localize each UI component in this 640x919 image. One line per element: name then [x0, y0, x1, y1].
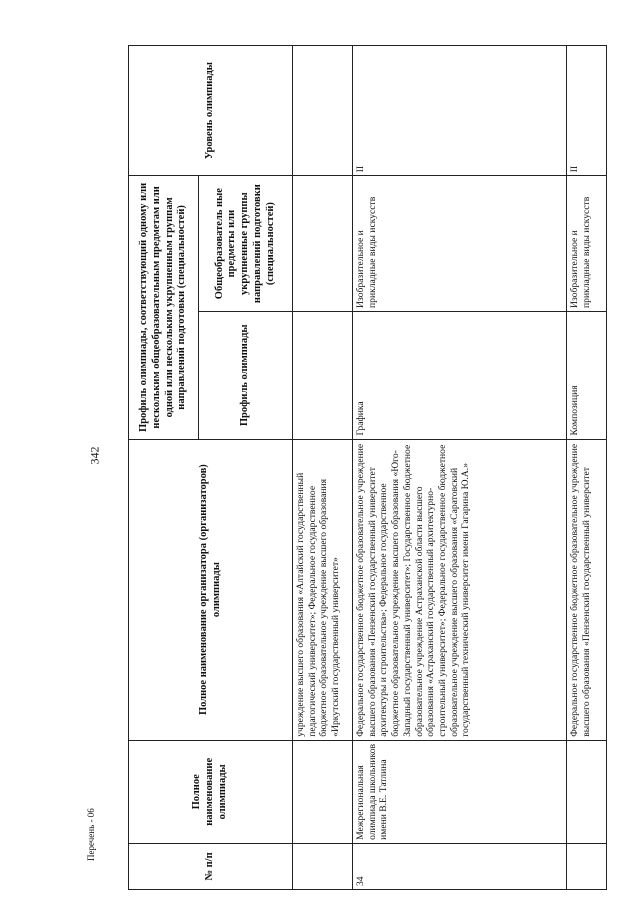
- cell-general: Изобразительное и прикладные виды искусств: [353, 176, 567, 312]
- header-num: № п/п: [129, 843, 293, 889]
- table-row: [567, 46, 607, 890]
- cell-profile: Графика: [353, 311, 567, 439]
- cell-name: [567, 740, 607, 843]
- cell-level: II: [353, 46, 567, 176]
- cell-general: Изобразительное и прикладные виды искусств: [567, 176, 607, 312]
- cell-level: [293, 46, 353, 176]
- header-org: Полное наименование организатора (организаторов) олимпиады: [129, 439, 293, 740]
- header-profile: Профиль олимпиады: [199, 311, 293, 439]
- cell-num: [567, 843, 607, 889]
- header-name: Полное наименование олимпиады: [129, 740, 293, 843]
- header-general: Общеобразователь ные предметы или укрупненные группы направлений подготовки (специальностей): [199, 176, 293, 312]
- cell-level: II: [567, 46, 607, 176]
- page-number: 342: [87, 446, 102, 465]
- olympiad-table: [128, 45, 607, 890]
- cell-org: учреждение высшего образования «Алтайский государственный педагогический университет»; Федеральное государственное бюджетное образовательное учреждение высшего образования «Иркутский государственный университет»: [293, 439, 353, 740]
- cell-org: Федеральное государственное бюджетное образовательное учреждение высшего образования «Пензенский государственный университет: [567, 439, 607, 740]
- header-level: Уровень олимпиады: [129, 46, 293, 176]
- cell-general: [293, 176, 353, 312]
- olympiad-table-container: [128, 45, 606, 890]
- cell-num: 34: [353, 843, 567, 889]
- cell-name: [293, 740, 353, 843]
- cell-profile: [293, 311, 353, 439]
- header-profile-group: Профиль олимпиады, соответствующий одному или нескольким общеобразовательным предметам или одной или нескольким укрупненным группам направлений подготовки (специальностей): [129, 176, 199, 439]
- footer-note: Перечень - 06: [86, 808, 96, 861]
- cell-num: [293, 843, 353, 889]
- cell-org: Федеральное государственное бюджетное образовательное учреждение высшего образования «Пензенский государственный университет архитектуры и строительства»; Федеральное государственное бюджетное образовательное учреждение высшего образования «Юго-Западный государственный университет»; Государственное бюджетное образовательное учреждение Астраханской области высшего образования «Астраханский государственный архитектурно-строительный университет»; Федеральное государственное бюджетное образовательное учреждение высшего образования «Саратовский государственный технический университет имени Гагарина Ю.А.»: [353, 439, 567, 740]
- cell-name: Межрегиональная олимпиада школьников имени В.Е. Татлина: [353, 740, 567, 843]
- table-row: [353, 46, 567, 890]
- cell-profile: Композиция: [567, 311, 607, 439]
- table-row: [293, 46, 353, 890]
